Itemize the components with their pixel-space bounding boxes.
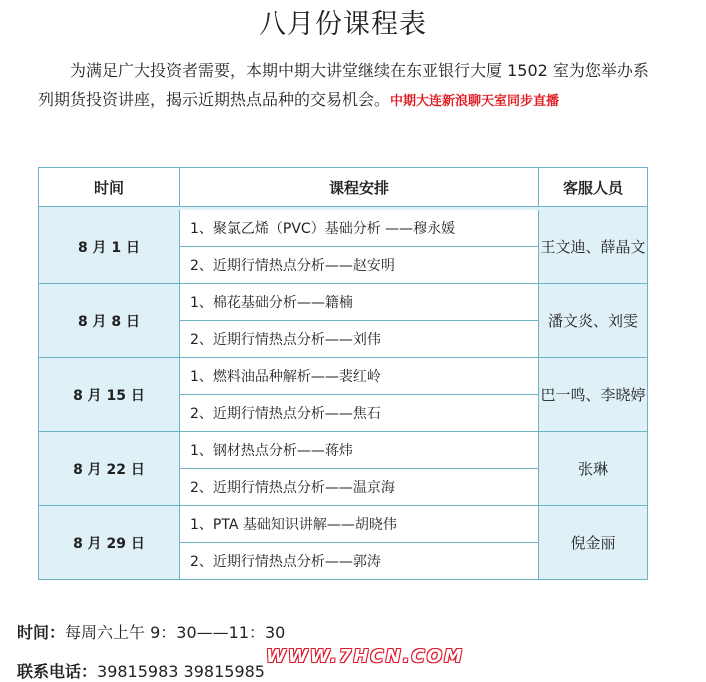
course-item: 1、聚氯乙烯（PVC）基础分析 ——穆永媛 [180, 210, 539, 247]
session-date: 8 月 29 日 [39, 506, 180, 579]
site-watermark: WWW.7HCN.COM [266, 646, 464, 667]
session-staff: 潘文炎、刘雯 [539, 284, 647, 358]
session-staff: 张琳 [539, 432, 647, 506]
table-row [39, 506, 647, 543]
live-broadcast-note: 中期大连新浪聊天室同步直播 [390, 94, 560, 109]
session-date: 8 月 22 日 [39, 432, 180, 506]
course-item: 1、燃料油品种解析——裴红岭 [180, 358, 539, 395]
time-label: 时间： [17, 623, 66, 642]
intro-text: 为满足广大投资者需要，本期中期大讲堂继续在东亚银行大厦 1502 室为您举办系列期货投资讲座，揭示近期热点品种的交易机会。 [38, 61, 649, 109]
table-header-row [39, 168, 647, 206]
session-staff: 王文迪、薛晶文 [539, 210, 647, 284]
session-staff: 巴一鸣、李晓婷 [539, 358, 647, 432]
table-row [39, 210, 647, 247]
phone-label: 联系电话： [17, 662, 98, 681]
phone-value: 39815983 39815985 [97, 662, 265, 681]
session-date: 8 月 8 日 [39, 284, 180, 358]
course-item: 2、近期行情热点分析——赵安明 [180, 247, 539, 284]
course-item: 2、近期行情热点分析——郭涛 [180, 543, 539, 579]
page-title: 八月份课程表 [259, 9, 427, 40]
course-schedule-table [38, 167, 648, 580]
schedule-time [17, 620, 285, 643]
session-date: 8 月 1 日 [39, 210, 180, 284]
header-course: 课程安排 [180, 168, 539, 206]
course-item: 1、棉花基础分析——籍楠 [180, 284, 539, 321]
header-time: 时间 [39, 168, 180, 206]
course-item: 1、钢材热点分析——蒋炜 [180, 432, 539, 469]
intro-paragraph [38, 56, 658, 116]
course-item: 1、PTA 基础知识讲解——胡晓伟 [180, 506, 539, 543]
session-staff: 倪金丽 [539, 506, 647, 579]
course-item: 2、近期行情热点分析——刘伟 [180, 321, 539, 358]
table-row [39, 358, 647, 395]
time-value: 每周六上午 9：30——11：30 [65, 623, 286, 642]
contact-phone [17, 659, 265, 682]
table-row [39, 284, 647, 321]
session-date: 8 月 15 日 [39, 358, 180, 432]
table-row [39, 432, 647, 469]
course-item: 2、近期行情热点分析——焦石 [180, 395, 539, 432]
header-staff: 客服人员 [539, 168, 647, 206]
course-item: 2、近期行情热点分析——温京海 [180, 469, 539, 506]
